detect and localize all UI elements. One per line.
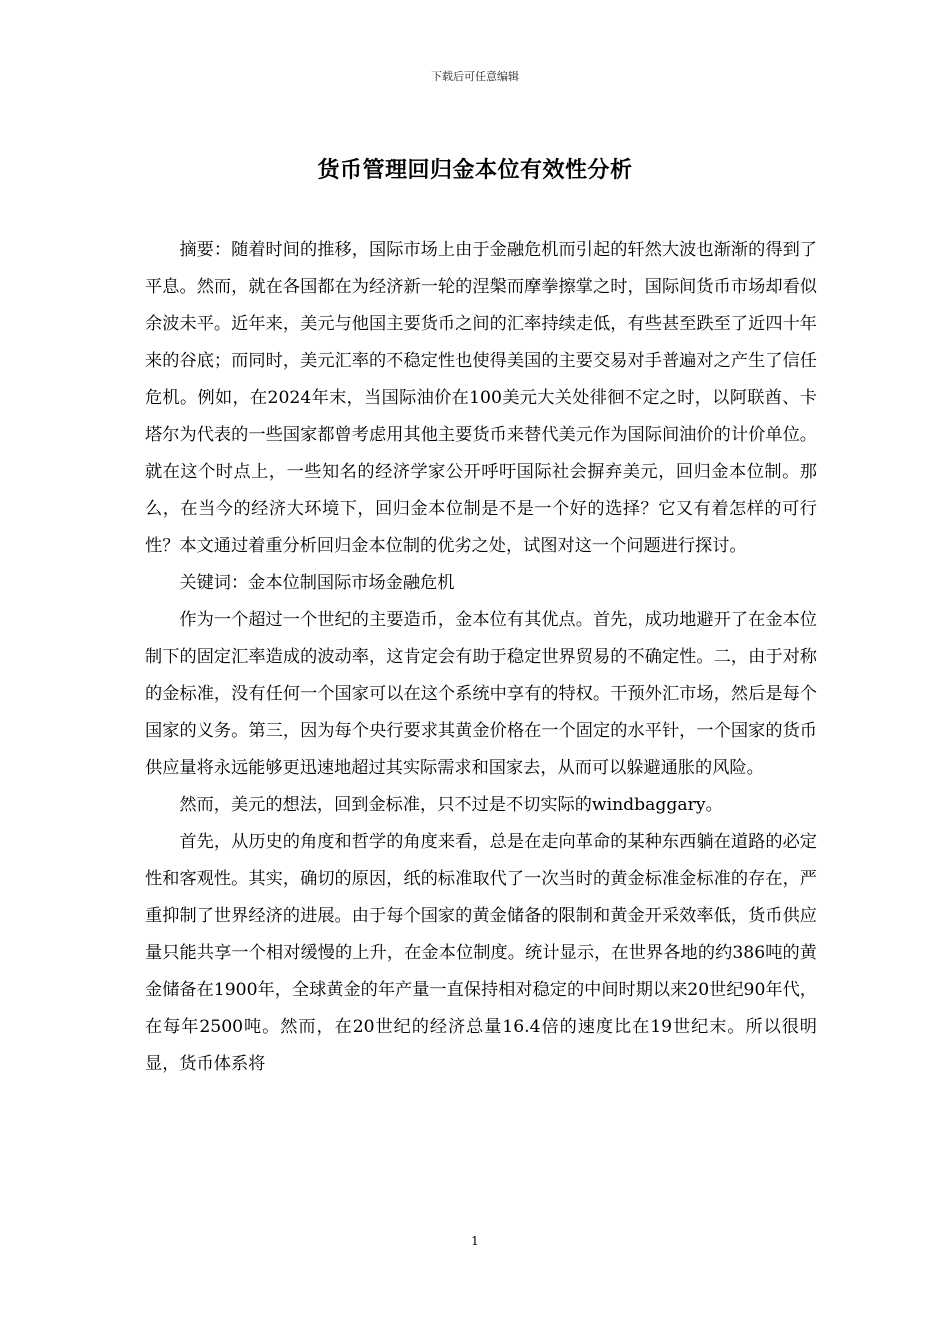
body-paragraph: 作为一个超过一个世纪的主要造币，金本位有其优点。首先，成功地避开了在金本位制下的固定汇率造成的波动率，这肯定会有助于稳定世界贸易的不确定性。二，由于对称的金标准，没有任何一个国家可以在这个系统中享有的特权。干预外汇市场，然后是每个国家的义务。第三，因为每个央行要求其黄金价格在一个固定的水平针，一个国家的货币供应量将永远能够更迅速地超过其实际需求和国家去，从而可以躲避通胀的风险。 — [145, 610, 817, 778]
abstract-paragraph: 摘要：随着时间的推移，国际市场上由于金融危机而引起的轩然大波也渐渐的得到了平息。然而，就在各国都在为经济新一轮的涅槃而摩拳擦掌之时，国际间货币市场却看似余波未平。近年来，美元与他国主要货币之间的汇率持续走低，有些甚至跌至了近四十年来的谷底；而同时，美元汇率的不稳定性也使得美国的主要交易对手普遍对之产生了信任危机。例如，在2024年末，当国际油价在100美元大关处徘徊不定之时，以阿联酋、卡塔尔为代表的一些国家都曾考虑用其他主要货币来替代美元作为国际间油价的计价单位。就在这个时点上，一些知名的经济学家公开呼吁国际社会摒弃美元，回归金本位制。那么，在当今的经济大环境下，回归金本位制是不是一个好的选择？它又有着怎样的可行性？本文通过着重分析回归金本位制的优劣之处，试图对这一个问题进行探讨。 — [145, 240, 817, 556]
page-number: 1 — [471, 1234, 479, 1248]
header-note: 下载后可任意编辑 — [431, 70, 519, 83]
keywords-paragraph: 关键词：金本位制国际市场金融危机 — [179, 573, 455, 593]
body-paragraph: 然而，美元的想法，回到金标准，只不过是不切实际的windbaggary。 — [179, 795, 723, 815]
document-body — [145, 232, 817, 1083]
document-title: 货币管理回归金本位有效性分析 — [317, 157, 633, 183]
body-paragraph: 首先，从历史的角度和哲学的角度来看，总是在走向革命的某种东西躺在道路的必定性和客观性。其实，确切的原因，纸的标准取代了一次当时的黄金标准金标准的存在，严重抑制了世界经济的进展。由于每个国家的黄金储备的限制和黄金开采效率低，货币供应量只能共享一个相对缓慢的上升，在金本位制度。统计显示，在世界各地的约386吨的黄金储备在1900年，全球黄金的年产量一直保持相对稳定的中间时期以来20世纪90年代，在每年2500吨。然而，在20世纪的经济总量16.4倍的速度比在19世纪末。所以很明显，货币体系将 — [145, 832, 817, 1074]
